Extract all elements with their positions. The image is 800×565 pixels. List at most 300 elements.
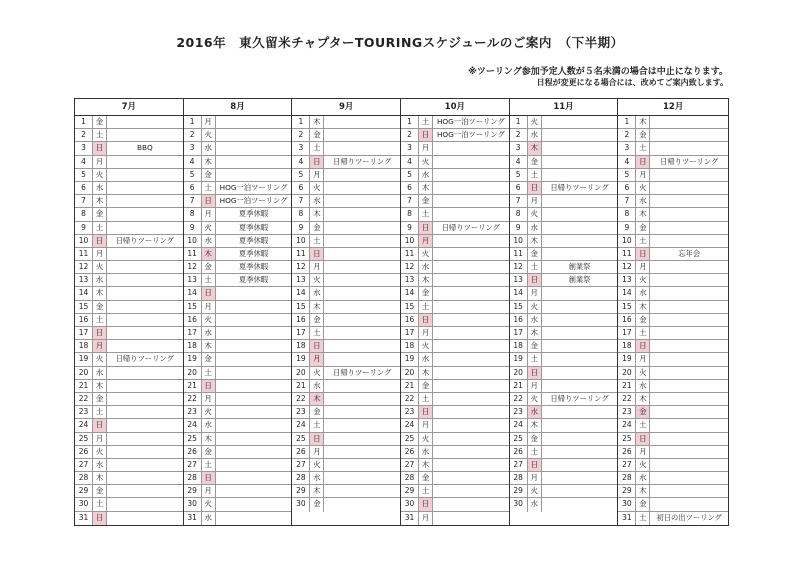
event-cell — [542, 287, 618, 299]
day-row — [618, 208, 728, 221]
event-cell — [650, 406, 728, 418]
event-cell — [324, 129, 400, 141]
event-cell — [216, 314, 292, 326]
day-row — [401, 274, 509, 287]
day-number: 25 — [401, 433, 419, 445]
event-cell — [542, 380, 618, 392]
weekday: 水 — [528, 498, 542, 511]
day-number: 24 — [75, 419, 93, 431]
day-row — [75, 367, 183, 380]
day-row — [401, 222, 509, 235]
event-cell — [433, 512, 509, 525]
weekday: 火 — [93, 261, 107, 273]
day-row — [618, 327, 728, 340]
weekday: 金 — [310, 406, 324, 418]
day-row — [184, 512, 292, 525]
day-number: 28 — [292, 472, 310, 484]
month-column — [618, 99, 728, 525]
day-number: 25 — [184, 433, 202, 445]
weekday: 木 — [93, 195, 107, 207]
event-cell — [650, 433, 728, 445]
day-number: 7 — [184, 195, 202, 207]
day-number: 8 — [401, 208, 419, 220]
weekday: 土 — [636, 142, 650, 154]
weekday-holiday: 月 — [93, 340, 107, 352]
event-cell — [433, 433, 509, 445]
day-row — [292, 182, 400, 195]
day-number: 20 — [292, 367, 310, 379]
day-row — [184, 261, 292, 274]
weekday: 土 — [528, 169, 542, 181]
weekday: 木 — [528, 235, 542, 247]
day-number: 4 — [184, 156, 202, 168]
event-cell — [107, 512, 183, 525]
day-row — [292, 116, 400, 129]
event-cell — [650, 274, 728, 286]
event-cell — [542, 459, 618, 471]
day-number: 13 — [510, 274, 528, 286]
weekday: 火 — [636, 274, 650, 286]
day-number: 2 — [618, 129, 636, 141]
weekday: 木 — [93, 380, 107, 392]
event-cell — [107, 446, 183, 458]
day-row — [184, 274, 292, 287]
day-row — [401, 235, 509, 248]
day-row — [401, 380, 509, 393]
event-cell — [216, 156, 292, 168]
day-number: 17 — [75, 327, 93, 339]
event-cell — [433, 248, 509, 260]
weekday: 水 — [202, 142, 216, 154]
weekday: 月 — [419, 142, 433, 154]
event-cell — [107, 169, 183, 181]
day-row — [510, 195, 618, 208]
weekday: 木 — [310, 208, 324, 220]
event-cell — [650, 169, 728, 181]
day-row — [618, 459, 728, 472]
day-number: 14 — [184, 287, 202, 299]
weekday: 土 — [93, 222, 107, 234]
weekday: 月 — [528, 195, 542, 207]
weekday: 月 — [93, 248, 107, 260]
weekday-holiday: 日 — [93, 235, 107, 247]
weekday: 月 — [636, 261, 650, 273]
day-row — [184, 208, 292, 221]
day-number: 28 — [75, 472, 93, 484]
weekday-holiday: 木 — [528, 142, 542, 154]
month-column — [184, 99, 293, 525]
weekday: 金 — [528, 433, 542, 445]
event-cell: 日帰りツーリング — [660, 156, 719, 166]
day-row — [184, 142, 292, 155]
weekday: 水 — [93, 182, 107, 194]
day-row — [401, 301, 509, 314]
day-number: 10 — [75, 235, 93, 247]
day-row — [618, 367, 728, 380]
event-cell — [650, 393, 728, 405]
event-cell — [324, 459, 400, 471]
day-number: 18 — [510, 340, 528, 352]
day-number: 14 — [292, 287, 310, 299]
day-number: 14 — [510, 287, 528, 299]
schedule-table — [74, 98, 729, 526]
day-number: 15 — [184, 301, 202, 313]
day-row — [75, 353, 183, 366]
day-row — [618, 169, 728, 182]
event-cell — [433, 301, 509, 313]
event-cell — [542, 327, 618, 339]
weekday-holiday: 日 — [419, 222, 433, 234]
day-row — [75, 459, 183, 472]
day-number: 12 — [184, 261, 202, 273]
event-cell — [433, 367, 509, 379]
weekday: 月 — [310, 446, 324, 458]
day-number: 27 — [184, 459, 202, 471]
day-number: 28 — [510, 472, 528, 484]
weekday-holiday: 日 — [93, 142, 107, 154]
weekday-holiday: 日 — [310, 433, 324, 445]
day-number: 15 — [618, 301, 636, 313]
day-row — [510, 340, 618, 353]
weekday: 火 — [528, 301, 542, 313]
day-row — [292, 287, 400, 300]
weekday: 金 — [636, 314, 650, 326]
weekday: 金 — [419, 195, 433, 207]
day-row — [184, 406, 292, 419]
weekday: 土 — [310, 327, 324, 339]
weekday: 月 — [202, 116, 216, 128]
day-row — [510, 419, 618, 432]
day-row — [75, 446, 183, 459]
day-row — [618, 156, 728, 169]
day-number: 5 — [75, 169, 93, 181]
day-row — [75, 393, 183, 406]
event-cell — [216, 129, 292, 141]
weekday: 月 — [636, 169, 650, 181]
day-row — [75, 248, 183, 261]
day-row — [510, 274, 618, 287]
event-cell — [542, 367, 618, 379]
day-number: 6 — [510, 182, 528, 194]
day-row — [510, 433, 618, 446]
day-number: 6 — [618, 182, 636, 194]
event-cell — [433, 208, 509, 220]
day-number: 9 — [184, 222, 202, 234]
day-row — [292, 380, 400, 393]
weekday: 木 — [636, 208, 650, 220]
day-number: 23 — [618, 406, 636, 418]
day-row — [401, 406, 509, 419]
event-cell — [107, 380, 183, 392]
weekday: 木 — [93, 472, 107, 484]
weekday: 水 — [202, 327, 216, 339]
event-cell — [433, 485, 509, 497]
day-number: 20 — [401, 367, 419, 379]
weekday: 木 — [528, 419, 542, 431]
day-number: 27 — [618, 459, 636, 471]
day-number: 25 — [75, 433, 93, 445]
day-row — [75, 472, 183, 485]
event-cell — [433, 419, 509, 431]
day-number: 5 — [510, 169, 528, 181]
day-row — [510, 472, 618, 485]
weekday: 金 — [202, 446, 216, 458]
day-row — [510, 222, 618, 235]
event-cell: 日帰りツーリング — [115, 235, 174, 245]
day-row — [292, 433, 400, 446]
weekday: 月 — [636, 446, 650, 458]
event-cell: 創業祭 — [568, 262, 591, 272]
weekday-holiday: 日 — [419, 498, 433, 510]
event-cell — [107, 248, 183, 260]
weekday: 火 — [202, 406, 216, 418]
weekday-holiday: 日 — [528, 274, 542, 286]
weekday: 金 — [93, 116, 107, 128]
event-cell — [216, 446, 292, 458]
day-row — [184, 498, 292, 511]
event-cell: 日帰りツーリング — [333, 367, 392, 377]
weekday: 水 — [419, 353, 433, 365]
day-row — [292, 274, 400, 287]
event-cell — [216, 485, 292, 497]
day-row — [75, 512, 183, 525]
event-cell — [107, 485, 183, 497]
event-cell — [433, 195, 509, 207]
day-number: 31 — [75, 512, 93, 525]
weekday: 木 — [636, 393, 650, 405]
day-row — [618, 314, 728, 327]
event-cell — [433, 142, 509, 154]
weekday: 水 — [528, 314, 542, 326]
event-cell — [433, 340, 509, 352]
event-cell — [542, 235, 618, 247]
day-row — [184, 380, 292, 393]
day-row — [510, 261, 618, 274]
day-row — [184, 222, 292, 235]
weekday-holiday: 日 — [202, 472, 216, 484]
weekday: 金 — [528, 248, 542, 260]
day-number: 10 — [618, 235, 636, 247]
event-cell — [324, 472, 400, 484]
day-number: 31 — [618, 512, 636, 525]
weekday: 土 — [310, 142, 324, 154]
day-row — [618, 406, 728, 419]
weekday: 月 — [636, 353, 650, 365]
weekday: 土 — [202, 367, 216, 379]
day-row — [618, 485, 728, 498]
weekday: 金 — [310, 129, 324, 141]
weekday: 月 — [202, 301, 216, 313]
event-cell — [324, 274, 400, 286]
day-row — [401, 419, 509, 432]
event-cell — [650, 446, 728, 458]
day-number: 11 — [292, 248, 310, 260]
day-number: 20 — [618, 367, 636, 379]
month-header: 9月 — [292, 99, 400, 116]
weekday: 月 — [419, 327, 433, 339]
day-number: 26 — [75, 446, 93, 458]
day-row — [184, 129, 292, 142]
weekday: 水 — [419, 446, 433, 458]
day-number: 5 — [618, 169, 636, 181]
day-number: 29 — [618, 485, 636, 497]
event-cell — [107, 195, 183, 207]
event-cell — [216, 459, 292, 471]
event-cell — [107, 314, 183, 326]
weekday-holiday: 日 — [202, 380, 216, 392]
weekday: 土 — [310, 235, 324, 247]
event-cell — [324, 419, 400, 431]
weekday: 水 — [93, 459, 107, 471]
day-number: 15 — [510, 301, 528, 313]
day-row — [184, 419, 292, 432]
day-number: 23 — [292, 406, 310, 418]
event-cell — [433, 169, 509, 181]
event-cell — [433, 393, 509, 405]
day-number: 14 — [618, 287, 636, 299]
day-row — [292, 406, 400, 419]
event-cell — [542, 406, 618, 418]
weekday: 金 — [310, 498, 324, 511]
day-number: 31 — [401, 512, 419, 525]
event-cell — [542, 129, 618, 141]
day-number: 19 — [184, 353, 202, 365]
day-row — [292, 340, 400, 353]
day-row — [618, 116, 728, 129]
day-row — [618, 419, 728, 432]
day-number: 20 — [75, 367, 93, 379]
event-cell — [324, 498, 400, 511]
day-row — [510, 235, 618, 248]
event-cell — [650, 287, 728, 299]
event-cell — [542, 419, 618, 431]
day-number: 28 — [401, 472, 419, 484]
day-row — [292, 142, 400, 155]
event-cell: 日帰りツーリング — [550, 182, 609, 192]
day-number: 29 — [75, 485, 93, 497]
weekday: 水 — [636, 195, 650, 207]
day-number: 4 — [510, 156, 528, 168]
day-number: 26 — [618, 446, 636, 458]
event-cell — [650, 314, 728, 326]
event-cell — [107, 301, 183, 313]
event-cell — [650, 116, 728, 128]
day-row — [618, 380, 728, 393]
event-cell — [324, 169, 400, 181]
day-number: 18 — [75, 340, 93, 352]
day-number: 20 — [184, 367, 202, 379]
day-row — [75, 433, 183, 446]
day-number: 25 — [510, 433, 528, 445]
weekday: 土 — [93, 314, 107, 326]
day-number: 29 — [401, 485, 419, 497]
day-number: 8 — [292, 208, 310, 220]
weekday: 水 — [93, 274, 107, 286]
month-header: 10月 — [401, 99, 509, 116]
weekday: 水 — [202, 512, 216, 525]
weekday: 月 — [202, 393, 216, 405]
day-number: 3 — [75, 142, 93, 154]
day-row — [618, 274, 728, 287]
event-cell — [107, 367, 183, 379]
weekday: 土 — [93, 498, 107, 510]
day-row — [401, 314, 509, 327]
day-row — [618, 353, 728, 366]
day-number: 31 — [184, 512, 202, 525]
weekday: 月 — [419, 512, 433, 525]
day-row — [292, 195, 400, 208]
day-row — [292, 129, 400, 142]
weekday: 水 — [93, 367, 107, 379]
event-cell — [107, 208, 183, 220]
day-row — [184, 485, 292, 498]
weekday: 火 — [310, 274, 324, 286]
day-row — [75, 142, 183, 155]
day-row — [292, 353, 400, 366]
event-cell — [324, 182, 400, 194]
day-row — [510, 446, 618, 459]
day-number: 4 — [75, 156, 93, 168]
day-number: 29 — [184, 485, 202, 497]
day-row — [510, 353, 618, 366]
day-row — [292, 261, 400, 274]
weekday: 金 — [202, 353, 216, 365]
day-number: 30 — [510, 498, 528, 511]
day-row — [184, 287, 292, 300]
weekday: 金 — [419, 472, 433, 484]
event-cell — [216, 380, 292, 392]
day-row — [292, 314, 400, 327]
day-row — [618, 498, 728, 511]
day-number: 26 — [510, 446, 528, 458]
day-row — [401, 485, 509, 498]
day-row — [510, 393, 618, 406]
day-row — [75, 129, 183, 142]
weekday-holiday: 日 — [419, 406, 433, 418]
event-cell: 夏季休暇 — [238, 262, 269, 272]
day-number: 3 — [401, 142, 419, 154]
weekday: 火 — [310, 459, 324, 471]
weekday: 金 — [636, 222, 650, 234]
weekday: 金 — [93, 393, 107, 405]
event-cell — [216, 142, 292, 154]
event-cell — [433, 327, 509, 339]
event-cell — [650, 222, 728, 234]
day-number: 23 — [510, 406, 528, 418]
month-column — [510, 99, 619, 525]
weekday-holiday: 木 — [310, 393, 324, 405]
day-number: 29 — [292, 485, 310, 497]
day-number: 16 — [75, 314, 93, 326]
day-row — [75, 327, 183, 340]
day-row — [618, 287, 728, 300]
day-row — [292, 446, 400, 459]
day-row — [75, 287, 183, 300]
event-cell — [433, 235, 509, 247]
event-cell — [324, 353, 400, 365]
weekday: 金 — [310, 314, 324, 326]
weekday: 水 — [202, 419, 216, 431]
day-row — [510, 156, 618, 169]
day-row — [184, 182, 292, 195]
event-cell — [542, 195, 618, 207]
day-number: 11 — [510, 248, 528, 260]
day-number: 14 — [75, 287, 93, 299]
day-number: 6 — [292, 182, 310, 194]
event-cell — [216, 433, 292, 445]
day-number: 25 — [292, 433, 310, 445]
weekday: 土 — [310, 419, 324, 431]
